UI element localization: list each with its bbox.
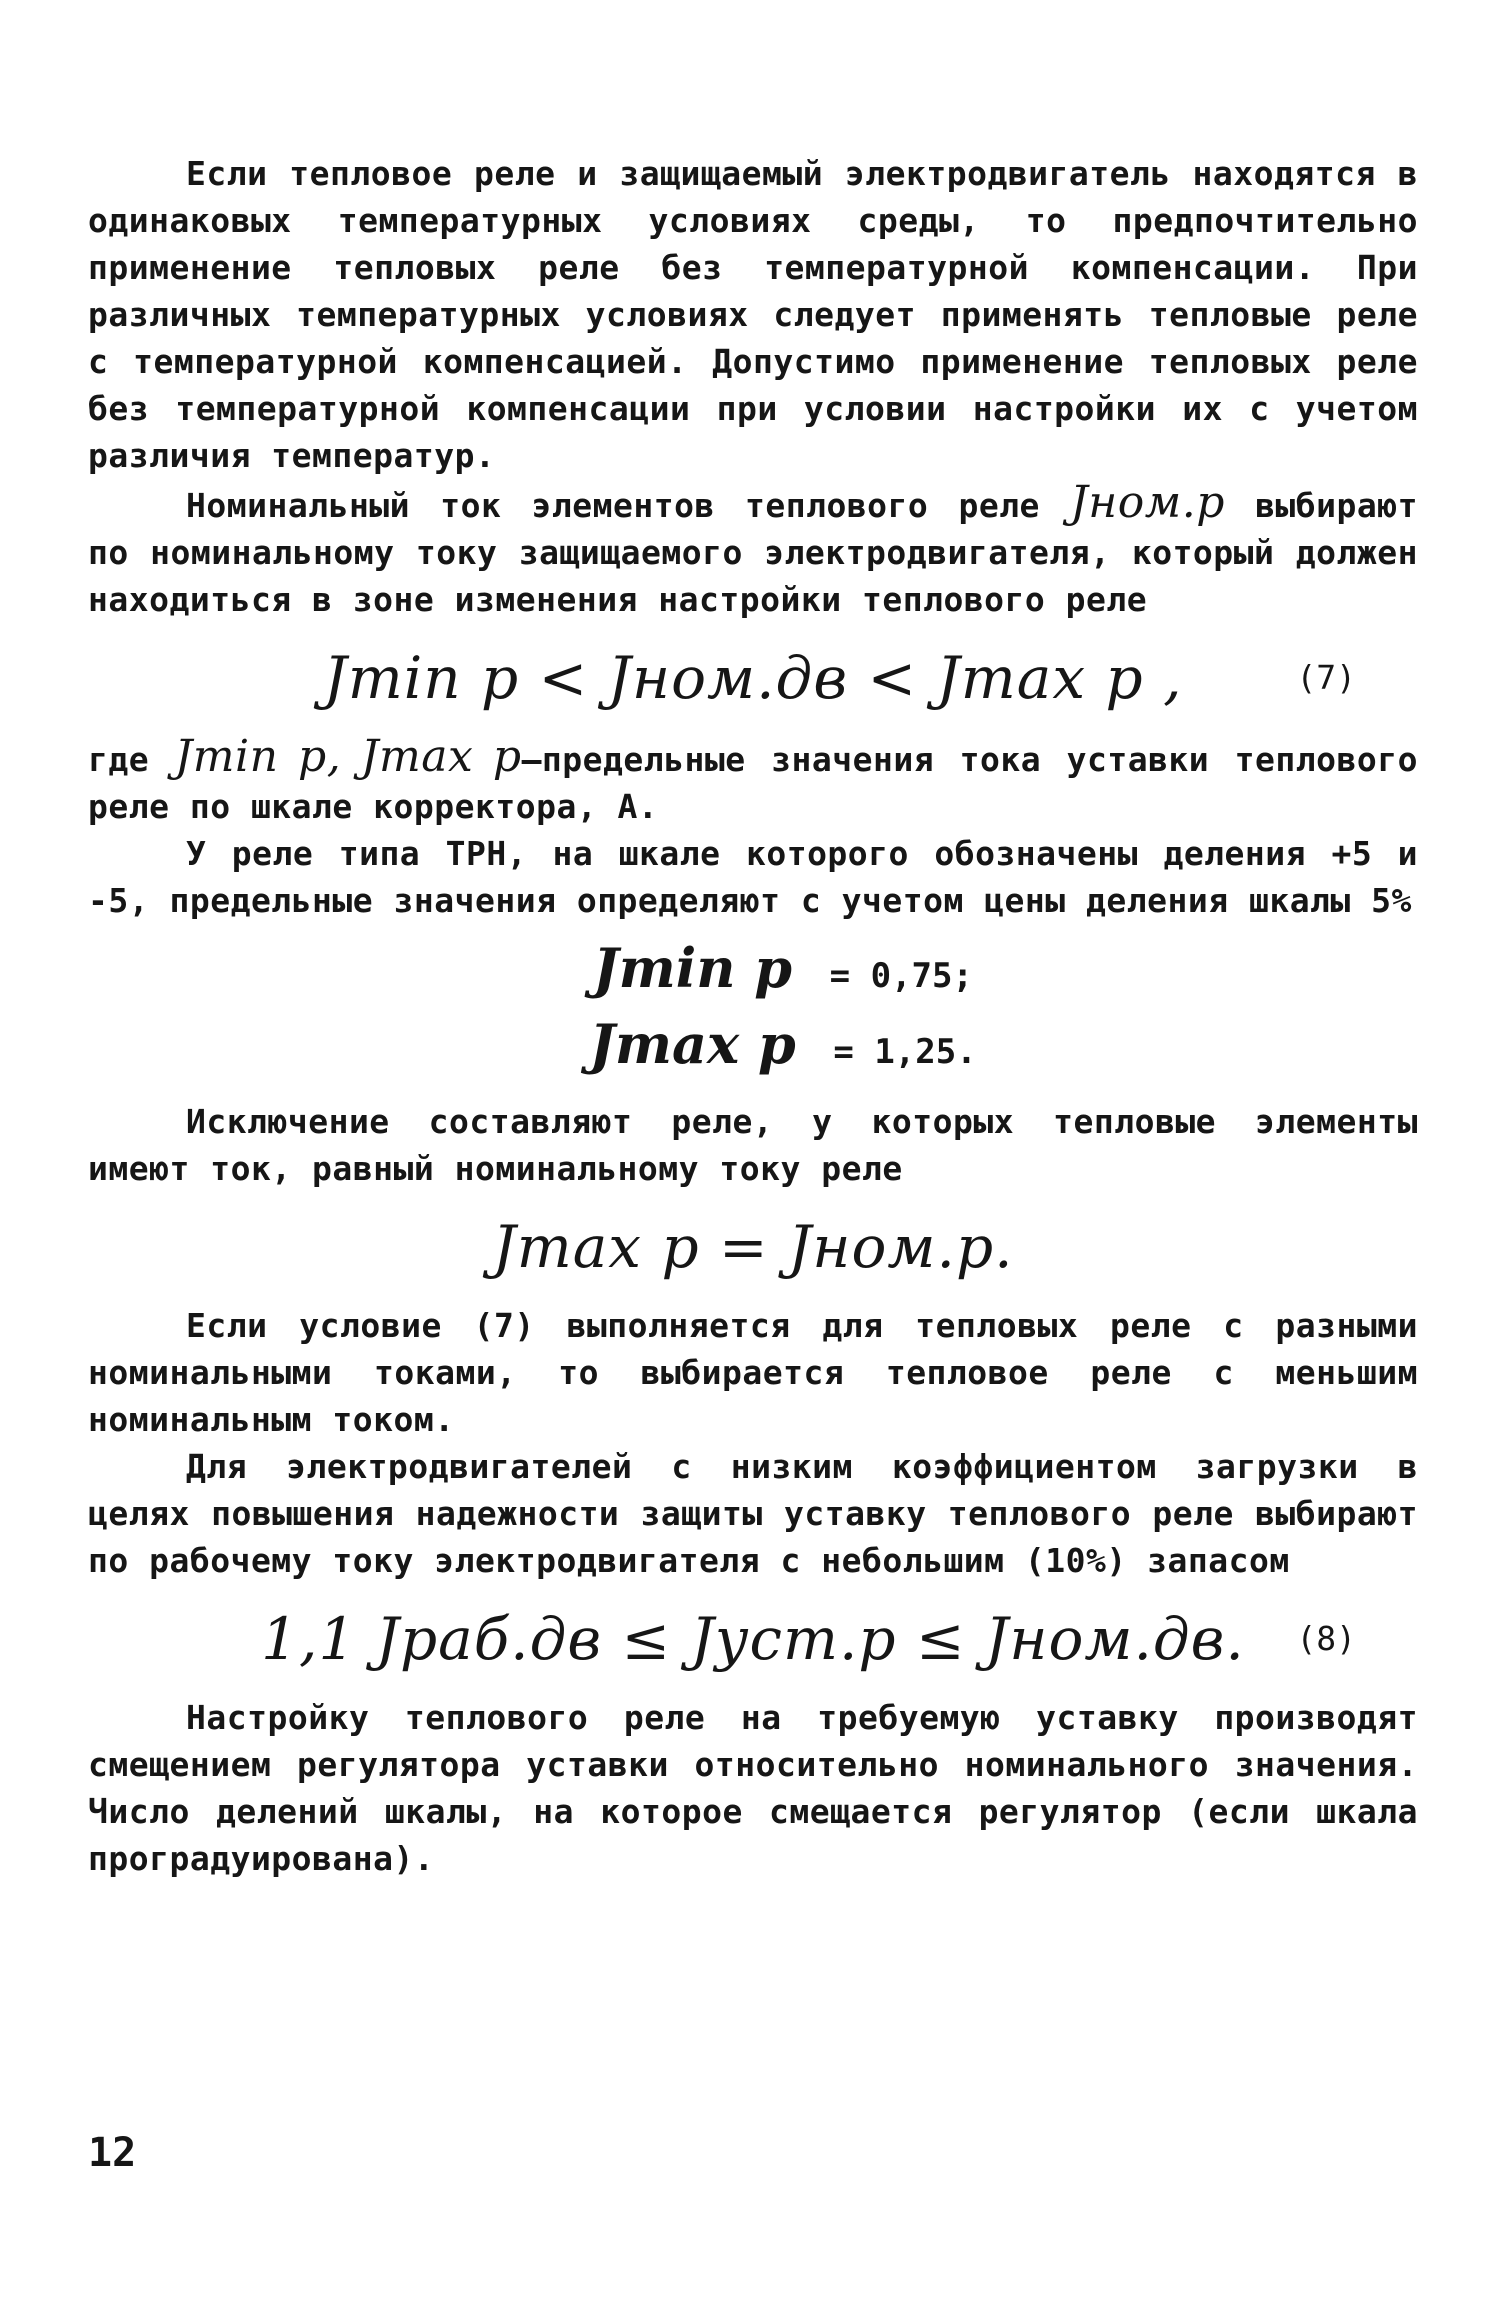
paragraph-condition-7: Если условие (7) выполняется для тепловых реле с разными номинальными токами, то выбирается тепловое реле с меньшим номинальным током.: [88, 1306, 1418, 1439]
paragraph-nominal-current: [88, 479, 1418, 623]
formula-max-label: Jmax р: [589, 1012, 796, 1076]
formula-min-label: Jmin р: [593, 936, 793, 1000]
formula-max-value: = 1,25.: [833, 1032, 977, 1072]
formula-max-line: [148, 1010, 1418, 1086]
paragraph-limit-values-prefix: где: [88, 740, 150, 779]
paragraph-nominal-current-text-start: Номинальный ток элементов теплового реле: [186, 486, 1040, 525]
paragraph-limit-values-text: –предельные значения тока уставки теплового реле по шкале корректора, А.: [88, 740, 1418, 826]
paragraph-temperature-compensation: Если тепловое реле и защищаемый электродвигатель находятся в одинаковых температурных условиях среды, то предпочтительно применение тепловых реле без температурной компенсации. При различных температурных условиях следует применять тепловые реле с температурной компенсацией. Допустимо применение тепловых реле без температурной компенсации при условии настройки их с учетом различия температур.: [88, 154, 1418, 475]
paragraph-low-load: Для электродвигателей с низким коэффициентом загрузки в целях повышения надежности защиты уставку теплового реле выбирают по рабочему току электродвигателя с небольшим (10%) запасом: [88, 1447, 1418, 1580]
formula-8-number: (8): [1296, 1619, 1356, 1658]
formula-equal: Jmax р = Jном.р.: [492, 1213, 1014, 1281]
paragraph-exception: Исключение составляют реле, у которых тепловые элементы имеют ток, равный номинальному току реле: [88, 1102, 1418, 1188]
formula-min-value: = 0,75;: [829, 956, 973, 996]
formula-8-row: [88, 1584, 1418, 1694]
formula-min-line: [148, 934, 1418, 1010]
formula-7-row: [88, 623, 1418, 733]
formula-7-number: (7): [1296, 658, 1356, 697]
formula-7: Jmin р < Jном.дв < Jmax р ,: [323, 644, 1183, 712]
formula-8: 1,1 Jраб.дв ≤ Jуст.р ≤ Jном.дв.: [261, 1605, 1245, 1673]
paragraph-nominal-current-text-end: выбирают по номинальному току защищаемого электродвигателя, который должен находиться в зоне изменения настройки теплового реле: [88, 486, 1419, 619]
paragraph-trn-relay: У реле типа ТРН, на шкале которого обозначены деления +5 и -5, предельные значения определяют с учетом цены деления шкалы 5%: [88, 834, 1418, 920]
symbol-limit-currents: Jmin р, Jmax р: [174, 731, 522, 782]
page-number: 12: [88, 2130, 137, 2176]
formula-limits-block: [88, 924, 1418, 1098]
formula-equal-row: [88, 1192, 1418, 1302]
symbol-relay-nominal-current: Jном.р: [1070, 477, 1225, 528]
paragraph-setting: Настройку теплового реле на требуемую уставку производят смещением регулятора уставки относительно номинального значения. Число делений шкалы, на которое смещается регулятор (если шкала проградуирована).: [88, 1698, 1418, 1878]
paragraph-limit-values: [88, 733, 1418, 830]
